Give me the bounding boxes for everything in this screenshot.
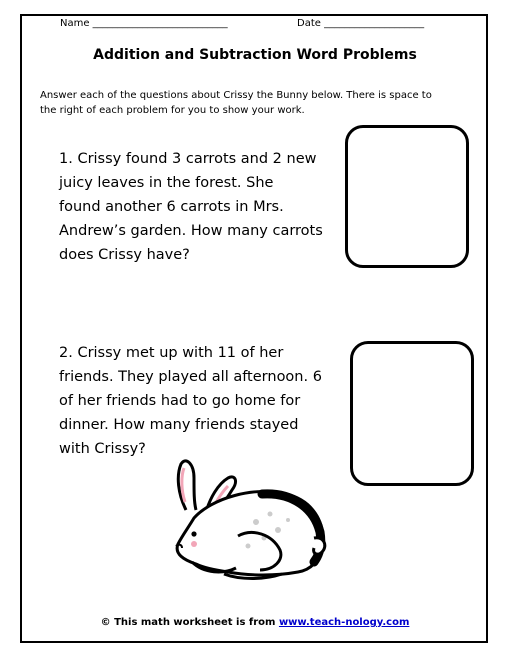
work-space-box-2[interactable] bbox=[350, 341, 474, 486]
name-field-label: Name ___________________________ bbox=[60, 18, 228, 29]
problem-2 bbox=[59, 341, 322, 461]
problem-2-line: dinner. How many friends stayed bbox=[59, 417, 299, 433]
instructions-text: Answer each of the questions about Crissy the Bunny below. There is space to the right of each problem for you to show your work. bbox=[40, 90, 432, 116]
problem-2-line: with Crissy? bbox=[59, 441, 146, 457]
problem-1-line: Andrew’s garden. How many carrots bbox=[59, 223, 323, 239]
footer-credit bbox=[0, 617, 510, 628]
problem-1-line: juicy leaves in the forest. She bbox=[59, 175, 274, 191]
problem-2-line: of her friends had to go home for bbox=[59, 393, 301, 409]
footer-link[interactable]: www.teach-nology.com bbox=[278, 617, 410, 628]
date-field-label: Date ____________________ bbox=[297, 18, 425, 29]
problem-2-line: friends. They played all afternoon. 6 bbox=[59, 369, 322, 385]
problem-1 bbox=[59, 147, 323, 267]
problem-1-line: 1. Crissy found 3 carrots and 2 new bbox=[59, 151, 317, 167]
problem-2-line: 2. Crissy met up with 11 of her bbox=[59, 345, 284, 361]
page-title: Addition and Subtraction Word Problems bbox=[93, 47, 417, 63]
bunny-icon bbox=[164, 458, 334, 588]
work-space-box-1[interactable] bbox=[345, 125, 469, 268]
problem-1-line: found another 6 carrots in Mrs. bbox=[59, 199, 284, 215]
footer-text: © This math worksheet is from bbox=[100, 617, 279, 628]
problem-1-line: does Crissy have? bbox=[59, 247, 190, 263]
